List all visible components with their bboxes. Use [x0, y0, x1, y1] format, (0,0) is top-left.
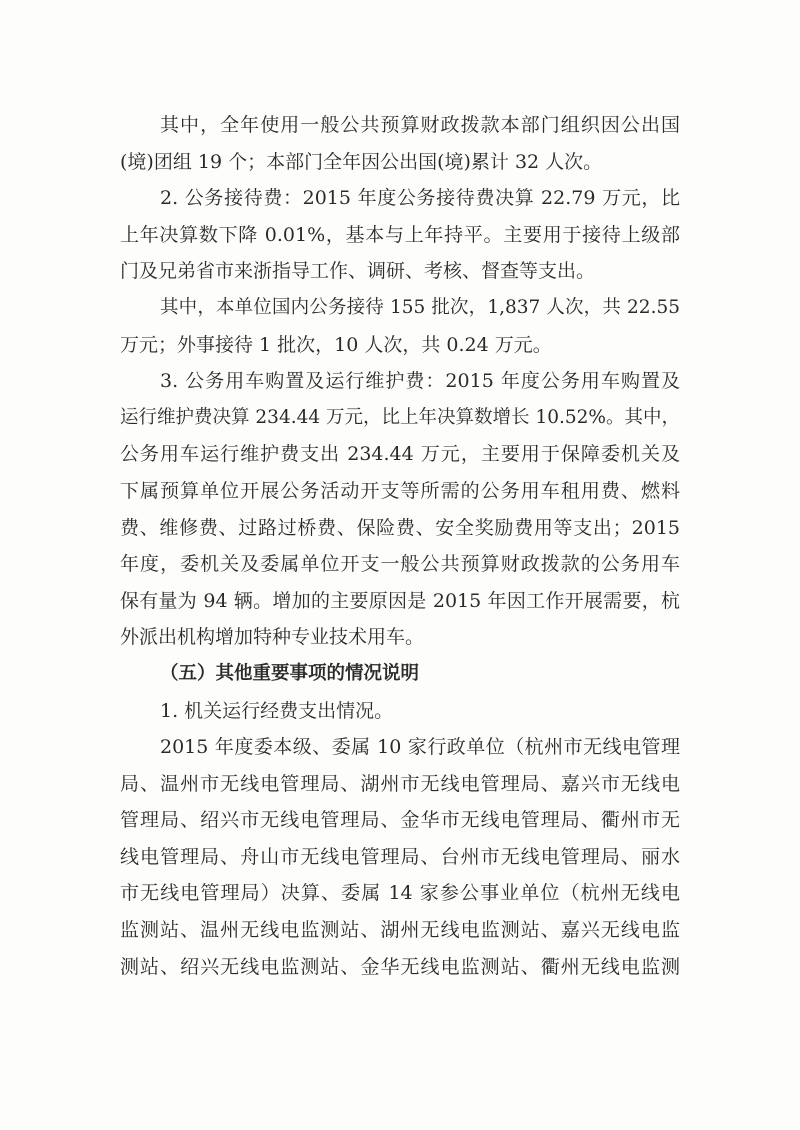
paragraph-line: 门及兄弟省市来浙指导工作、调研、考核、督查等支出。	[120, 260, 596, 283]
paragraph-line: 运行维护费决算 234.44 万元，比上年决算数增长 10.52%。其中，	[120, 406, 680, 428]
paragraph-line: 万元；外事接待 1 批次，10 人次，共 0.24 万元。	[120, 333, 552, 356]
paragraph-line: 局、温州市无线电管理局、湖州市无线电管理局、嘉兴市无线电	[120, 772, 680, 795]
paragraph-line: 其中，本单位国内公务接待 155 批次，1,837 人次，共 22.55	[160, 296, 680, 318]
subsection-heading: 1. 机关运行经费支出情况。	[160, 699, 394, 722]
paragraph-line: (境)团组 19 个；本部门全年因公出国(境)累计 32 人次。	[120, 150, 603, 173]
paragraph-line: 测站、绍兴无线电监测站、金华无线电监测站、衢州无线电监测	[120, 955, 680, 978]
section-heading: （五）其他重要事项的情况说明	[160, 662, 420, 684]
paragraph-line: 外派出机构增加特种专业技术用车。	[120, 626, 425, 649]
paragraph-line: 费、维修费、过路过桥费、保险费、安全奖励费用等支出；2015	[120, 516, 680, 539]
paragraph-line: 监测站、温州无线电监测站、湖州无线电监测站、嘉兴无线电监	[120, 919, 680, 942]
paragraph-line: 其中，全年使用一般公共预算财政拨款本部门组织因公出国	[160, 114, 680, 136]
paragraph-line: 市无线电管理局）决算、委属 14 家参公事业单位（杭州无线电	[120, 882, 680, 905]
paragraph-line: 年度，委机关及委属单位开支一般公共预算财政拨款的公务用车	[120, 553, 680, 576]
paragraph-line: 线电管理局、舟山市无线电管理局、台州市无线电管理局、丽水	[120, 845, 680, 868]
paragraph-line: 管理局、绍兴市无线电管理局、金华市无线电管理局、衢州市无	[120, 809, 680, 832]
paragraph-line: 上年决算数下降 0.01%，基本与上年持平。主要用于接待上级部	[120, 223, 680, 246]
paragraph-line: 保有量为 94 辆。增加的主要原因是 2015 年因工作开展需要，杭	[120, 589, 680, 612]
document-body	[120, 107, 680, 985]
paragraph-line: 2. 公务接待费：2015 年度公务接待费决算 22.79 万元，比	[160, 187, 680, 210]
paragraph-line: 3. 公务用车购置及运行维护费：2015 年度公务用车购置及	[160, 370, 680, 393]
paragraph-line: 下属预算单位开展公务活动开支等所需的公务用车租用费、燃料	[120, 479, 680, 502]
paragraph-line: 2015 年度委本级、委属 10 家行政单位（杭州市无线电管理	[160, 736, 680, 759]
paragraph-line: 公务用车运行维护费支出 234.44 万元，主要用于保障委机关及	[120, 443, 680, 466]
